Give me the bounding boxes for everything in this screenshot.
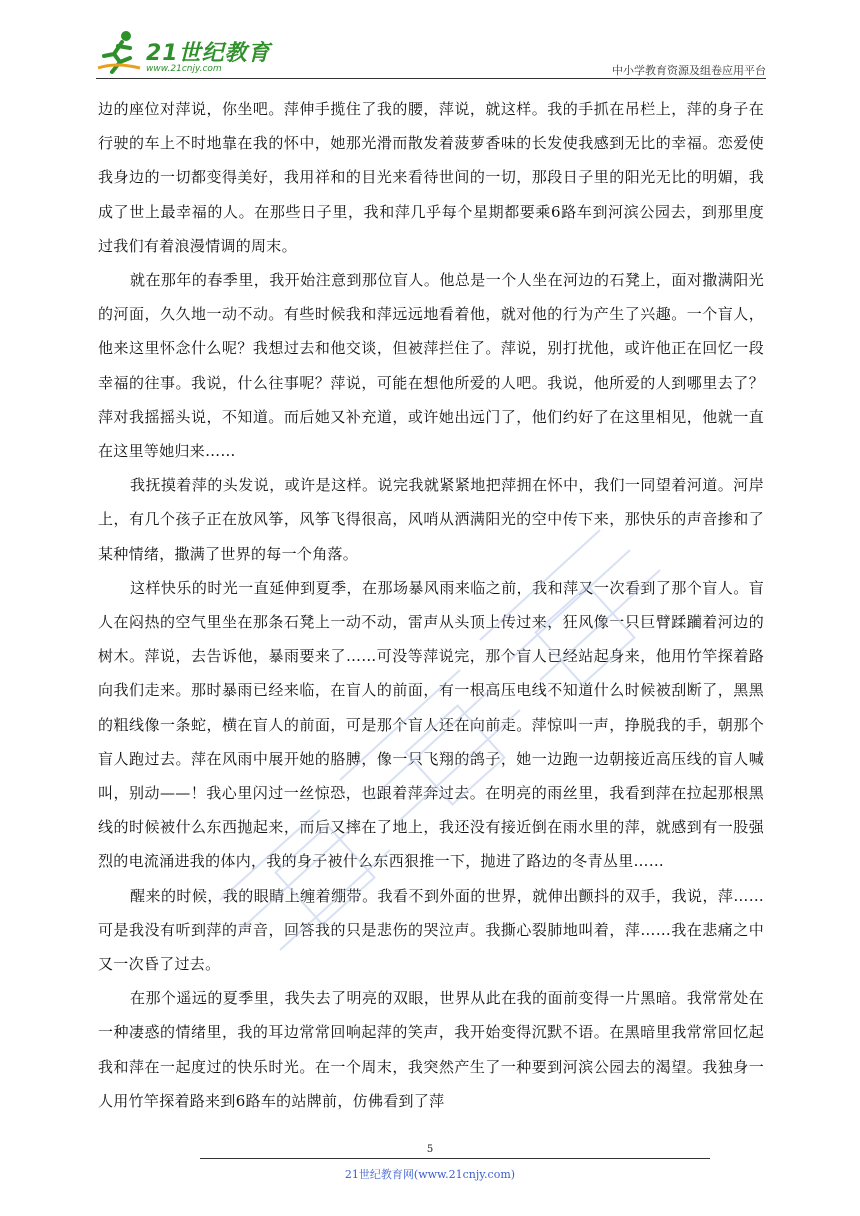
paragraph: 在那个遥远的夏季里，我失去了明亮的双眼，世界从此在我的面前变得一片黑暗。我常常处在一种凄惑的情绪里，我的耳边常常回响起萍的笑声，我开始变得沉默不语。在黑暗里我常常回忆起我和萍在一起度过的快乐时光。在一个周末，我突然产生了一种要到河滨公园去的渴望。我独身一人用竹竿探着路来到6路车的站牌前，仿佛看到了萍: [98, 989, 764, 1110]
paragraph: 就在那年的春季里，我开始注意到那位盲人。他总是一个人坐在河边的石凳上，面对撒满阳光的河面，久久地一动不动。有些时候我和萍远远地看着他，就对他的行为产生了兴趣。一个盲人，他来这里怀念什么呢？我想过去和他交谈，但被萍拦住了。萍说，别打扰他，或许他正在回忆一段幸福的往事。我说，什么往事呢？萍说，可能在想他所爱的人吧。我说，他所爱的人到哪里去了？萍对我摇摇头说，不知道。而后她又补充道，或许她出远门了，他们约好了在这里相见，他就一直在这里等她归来……: [98, 271, 764, 461]
paragraph: 这样快乐的时光一直延伸到夏季，在那场暴风雨来临之前，我和萍又一次看到了那个盲人。盲人在闷热的空气里坐在那条石凳上一动不动，雷声从头顶上传过来，狂风像一只巨臂蹂躏着河边的树木。萍说，去告诉他，暴雨要来了……可没等萍说完，那个盲人已经站起身来，他用竹竿探着路向我们走来。那时暴雨已经来临，在盲人的前面，有一根高压电线不知道什么时候被刮断了，黑黑的粗线像一条蛇，横在盲人的前面，可是那个盲人还在向前走。萍惊叫一声，挣脱我的手，朝那个盲人跑过去。萍在风雨中展开她的胳膊，像一只飞翔的鸽子，她一边跑一边朝接近高压线的盲人喊叫，别动——！我心里闪过一丝惊恐，也跟着萍奔过去。在明亮的雨丝里，我看到萍在拉起那根黑线的时候被什么东西抛起来，而后又摔在了地上，我还没有接近倒在雨水里的萍，就感到有一股强烈的电流涌进我的体内，我的身子被什么东西狠推一下，抛进了路边的冬青丛里……: [98, 578, 764, 871]
footer-site-link[interactable]: 21世纪教育网(www.21cnjy.com): [344, 1168, 516, 1181]
logo-title: 21世纪教育: [146, 41, 271, 66]
paragraph: 边的座位对萍说，你坐吧。萍伸手揽住了我的腰，萍说，就这样。我的手抓在吊栏上，萍的身子在行驶的车上不时地靠在我的怀中，她那光滑而散发着菠萝香味的长发使我感到无比的幸福。恋爱使我身边的一切都变得美好，我用祥和的目光来看待世间的一切，那段日子里的阳光无比的明媚，我成了世上最幸福的人。在那些日子里，我和萍几乎每个星期都要乘6路车到河滨公园去，到那里度过我们有着浪漫情调的周末。: [98, 100, 764, 255]
paragraph: 醒来的时候，我的眼睛上缠着绷带。我看不到外面的世界，就伸出颤抖的双手，我说，萍……可是我没有听到萍的声音，回答我的只是悲伤的哭泣声。我撕心裂肺地叫着，萍……我在悲痛之中又一次昏了过去。: [98, 886, 764, 974]
page-header: [96, 26, 766, 82]
logo: [96, 26, 296, 78]
page-number: 5: [426, 1144, 434, 1155]
runner-logo-icon: [96, 28, 144, 76]
header-divider: [96, 78, 766, 79]
logo-url: www.21cnjy.com: [146, 64, 222, 74]
platform-name: 中小学教育资源及组卷应用平台: [612, 64, 766, 77]
article-body: [98, 92, 764, 1118]
footer-divider: [200, 1158, 710, 1159]
paragraph: 我抚摸着萍的头发说，或许是这样。说完我就紧紧地把萍拥在怀中，我们一同望着河道。河岸上，有几个孩子正在放风筝，风筝飞得很高，风哨从洒满阳光的空中传下来，那快乐的声音掺和了某种情绪，撒满了世界的每一个角落。: [98, 476, 764, 563]
